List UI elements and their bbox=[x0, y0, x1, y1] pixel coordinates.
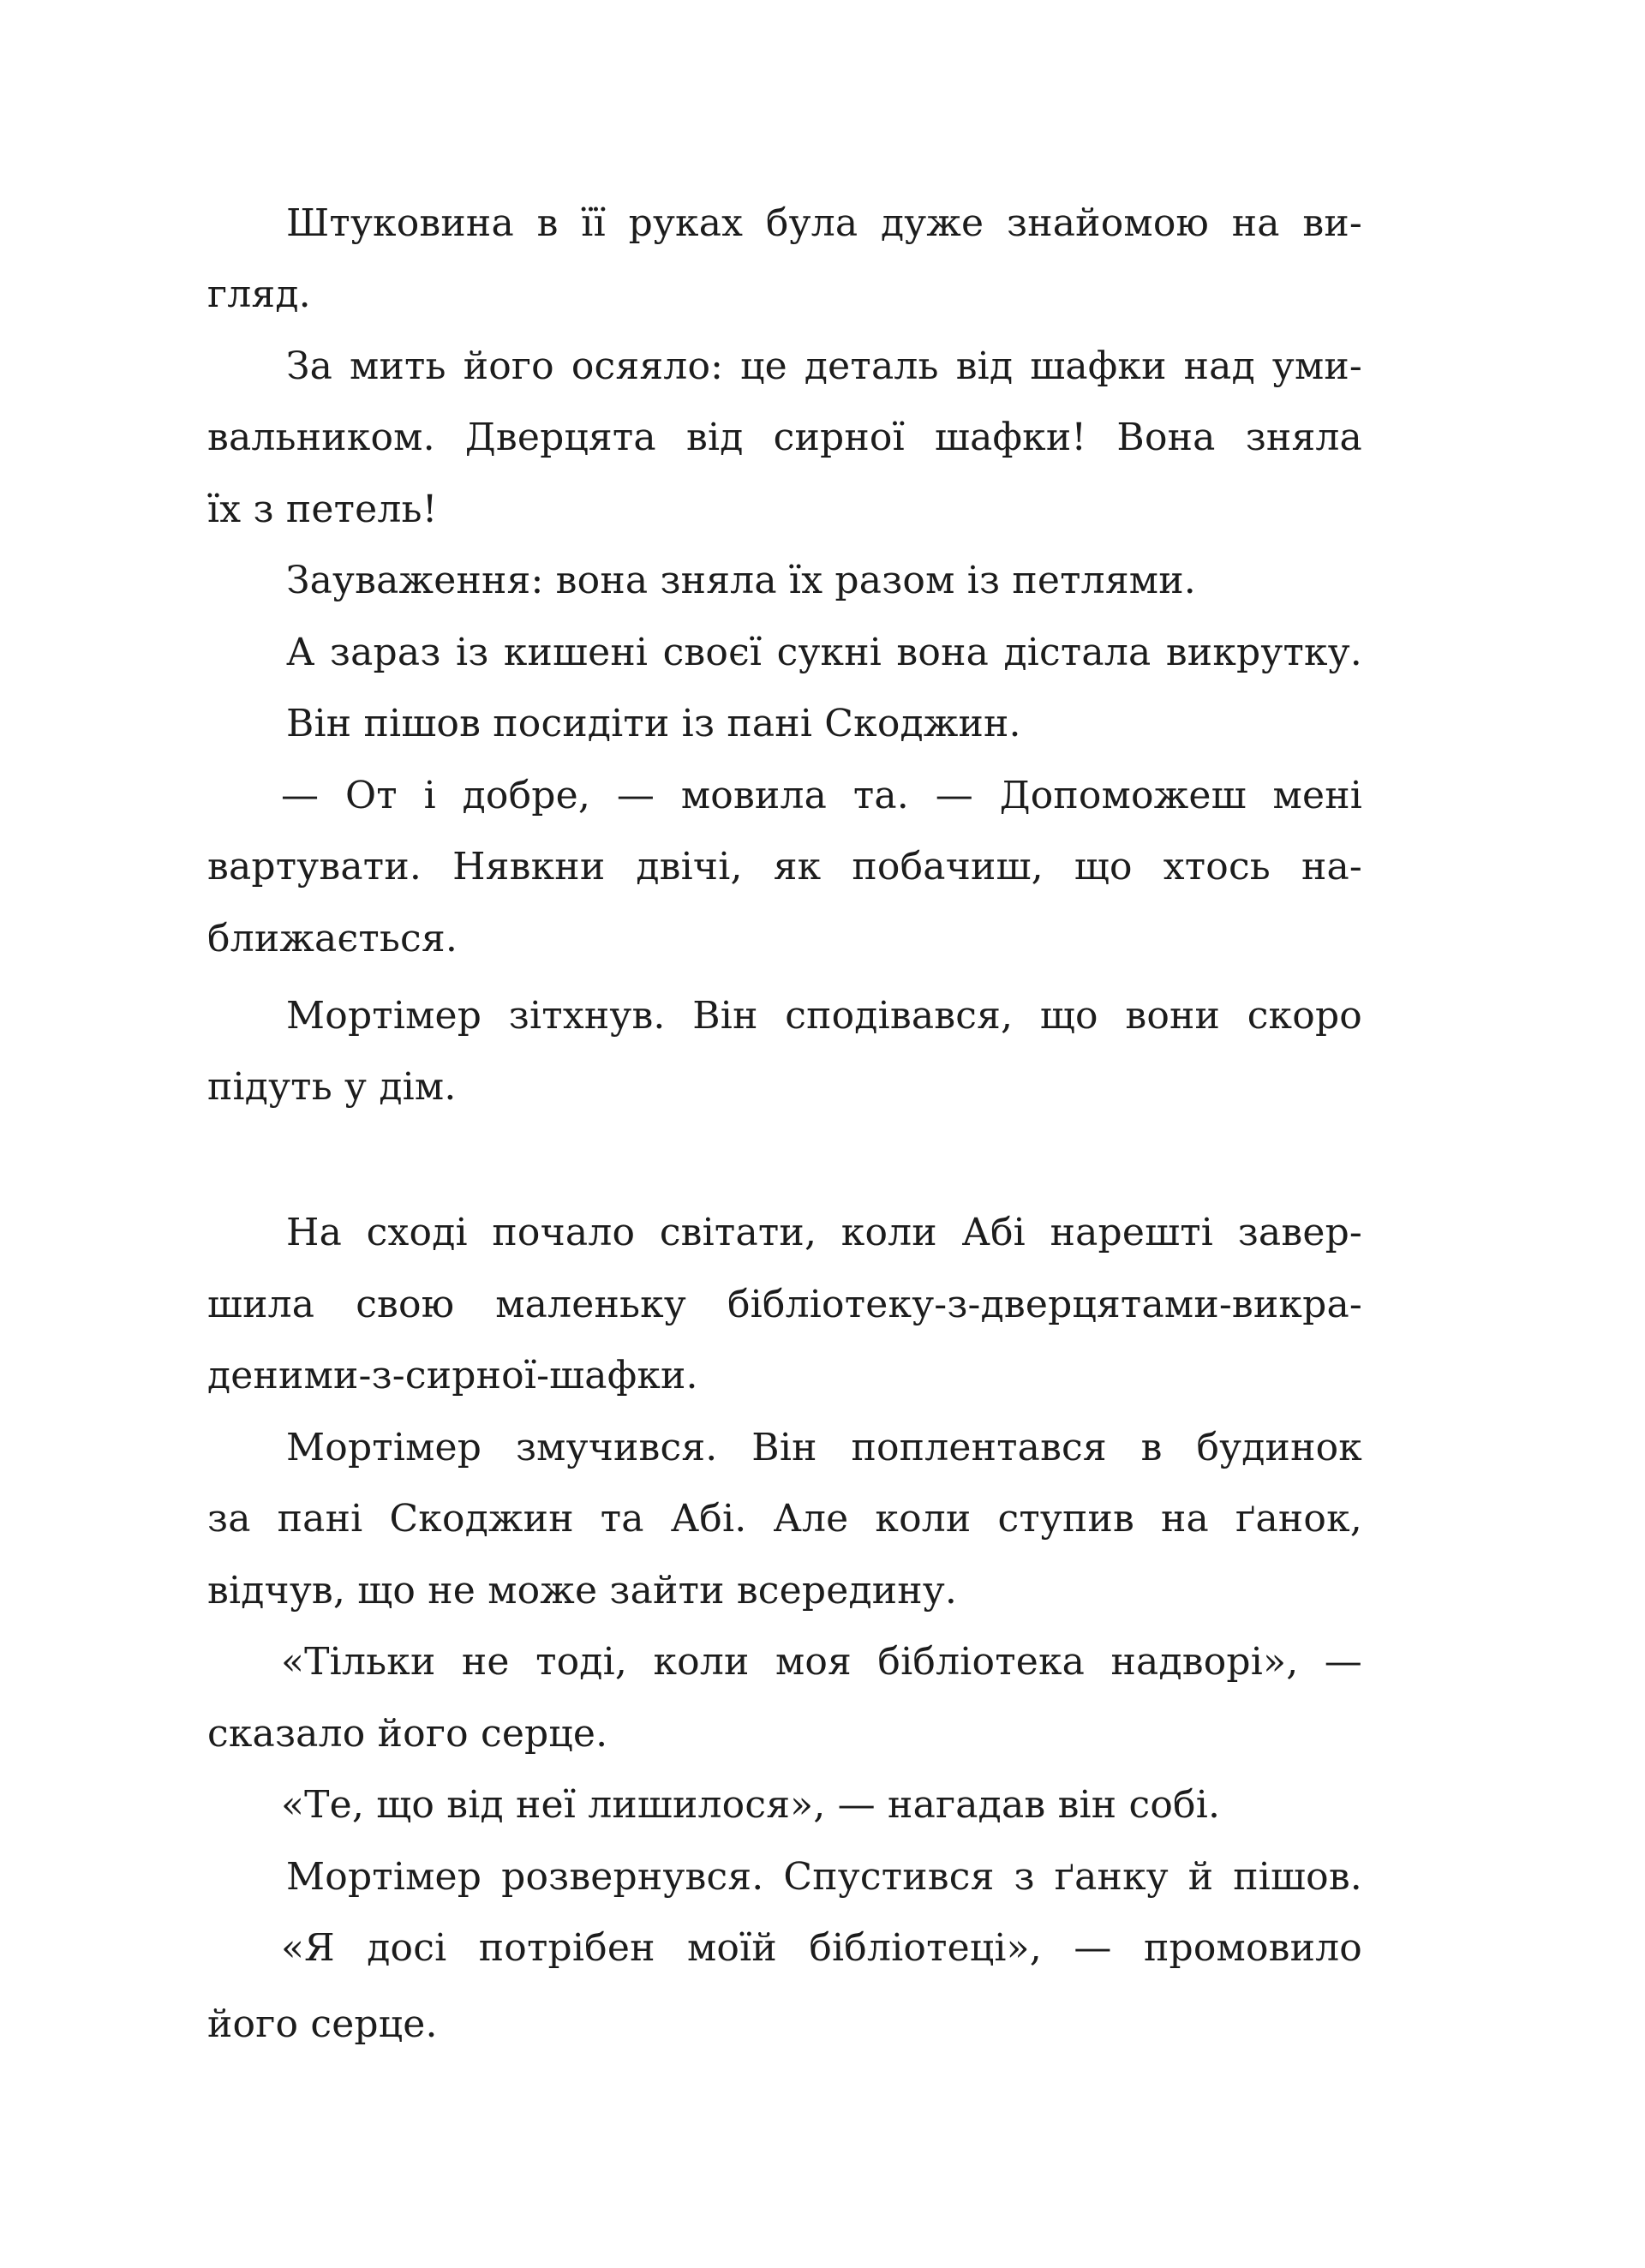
text-line: — От і добре, — мовила та. — Допоможеш мені bbox=[281, 774, 1362, 817]
text-line: за пані Скоджин та Абі. Але коли ступив на ґанок, bbox=[207, 1497, 1362, 1541]
text-line: сказало його серце. bbox=[207, 1712, 608, 1756]
text-line: «Те, що від неї лишилося», — нагадав він собі. bbox=[281, 1783, 1221, 1827]
text-line: підуть у дім. bbox=[207, 1065, 457, 1109]
text-line: За мить його осяяло: це деталь від шафки над уми- bbox=[286, 344, 1362, 388]
text-line: вальником. Дверцята від сирної шафки! Вона зняла bbox=[207, 416, 1362, 459]
text-line: А зараз із кишені своєї сукні вона дістала викрутку. bbox=[286, 631, 1362, 674]
text-line: їх з петель! bbox=[207, 488, 438, 531]
text-line: його серце. bbox=[207, 2002, 438, 2046]
text-line: шила свою маленьку бібліотеку-з-дверцятами-викра- bbox=[207, 1283, 1362, 1326]
text-line: гляд. bbox=[207, 272, 311, 316]
text-line: вартувати. Нявкни двічі, як побачиш, що хтось на- bbox=[207, 845, 1362, 889]
text-line: На сході почало світати, коли Абі нарешті завер- bbox=[286, 1211, 1362, 1254]
text-line: Мортімер розвернувся. Спустився з ґанку й пішов. bbox=[286, 1855, 1362, 1899]
text-line: Зауваження: вона зняла їх разом із петлями. bbox=[286, 559, 1196, 602]
text-line: Штуковина в її руках була дуже знайомою на ви- bbox=[286, 201, 1362, 245]
text-line: Він пішов посидіти із пані Скоджин. bbox=[286, 702, 1021, 745]
text-line: ближається. bbox=[207, 917, 458, 960]
text-line: «Я досі потрібен моїй бібліотеці», — промовило bbox=[281, 1926, 1362, 1970]
text-line: Мортімер зітхнув. Він сподівався, що вони скоро bbox=[286, 994, 1362, 1038]
text-line: «Тільки не тоді, коли моя бібліотека надворі», — bbox=[281, 1640, 1362, 1684]
text-line: деними-з-сирної-шафки. bbox=[207, 1354, 698, 1397]
text-line: відчув, що не може зайти всередину. bbox=[207, 1569, 958, 1613]
text-line: Мортімер змучився. Він поплентався в будинок bbox=[286, 1426, 1362, 1469]
